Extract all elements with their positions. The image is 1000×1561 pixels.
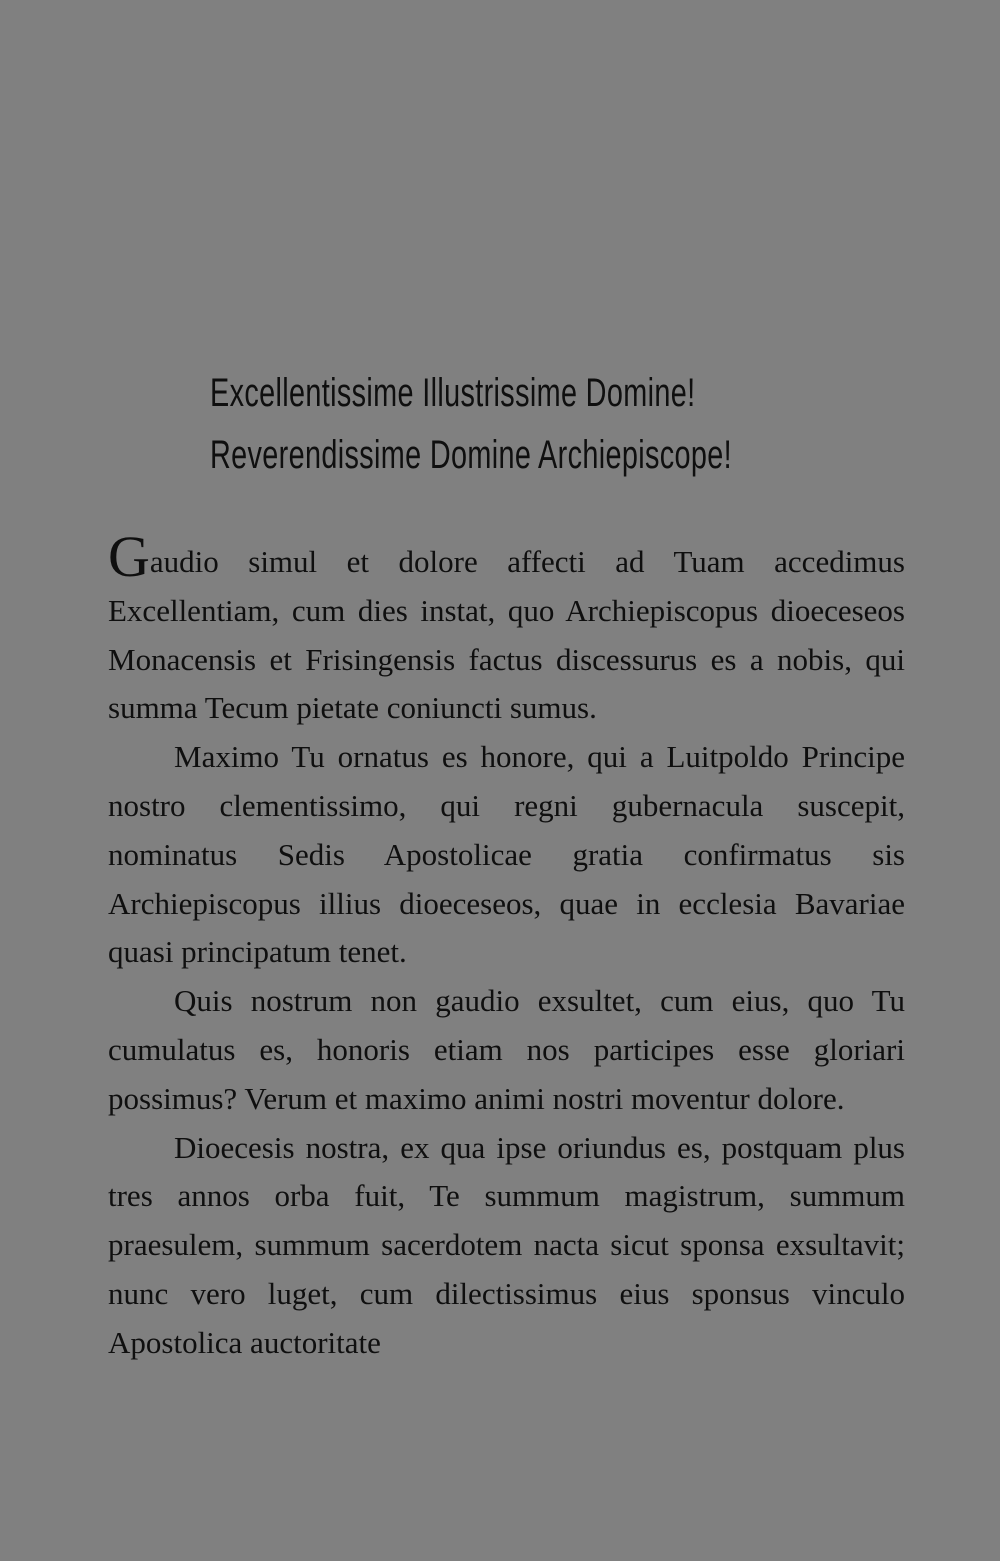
salutation-line-2: Reverendissime Domine Archiepiscope! (210, 433, 732, 477)
paragraph-2: Maximo Tu ornatus es honore, qui a Luitpoldo Principe nostro clementissimo, qui regni gubernacula suscepit, nominatus Sedis Apostolicae gratia confirmatus sis Archiepiscopus illius dioeceseos, quae in ecclesia Bavariae quasi principatum tenet. (108, 739, 905, 970)
salutation-heading (210, 362, 732, 486)
paragraph-4: Dioecesis nostra, ex qua ipse oriundus es, postquam plus tres annos orba fuit, Te summum magistrum, summum praesulem, summum sacerdotem nacta sicut sponsa exsultavit; nunc vero luget, cum dilectissimus eius sponsus vinculo Apostolica auctoritate (108, 1129, 905, 1360)
paragraph-1 (108, 524, 905, 733)
drop-cap-initial: G (108, 524, 150, 589)
salutation-line-1: Excellentissime Illustrissime Domine! (210, 371, 696, 415)
paragraph-3: Quis nostrum non gaudio exsultet, cum eius, quo Tu cumulatus es, honoris etiam nos participes esse gloriari possimus? Verum et maximo animi nostri moventur dolore. (108, 983, 905, 1116)
paragraph-1-text: audio simul et dolore affecti ad Tuam accedimus Excellentiam, cum dies instat, quo Archiepiscopus dioeceseos Monacensis et Frisingensis factus discessurus es a nobis, qui summa Tecum pietate coniuncti sumus. (108, 544, 905, 726)
letter-body (108, 524, 905, 1368)
